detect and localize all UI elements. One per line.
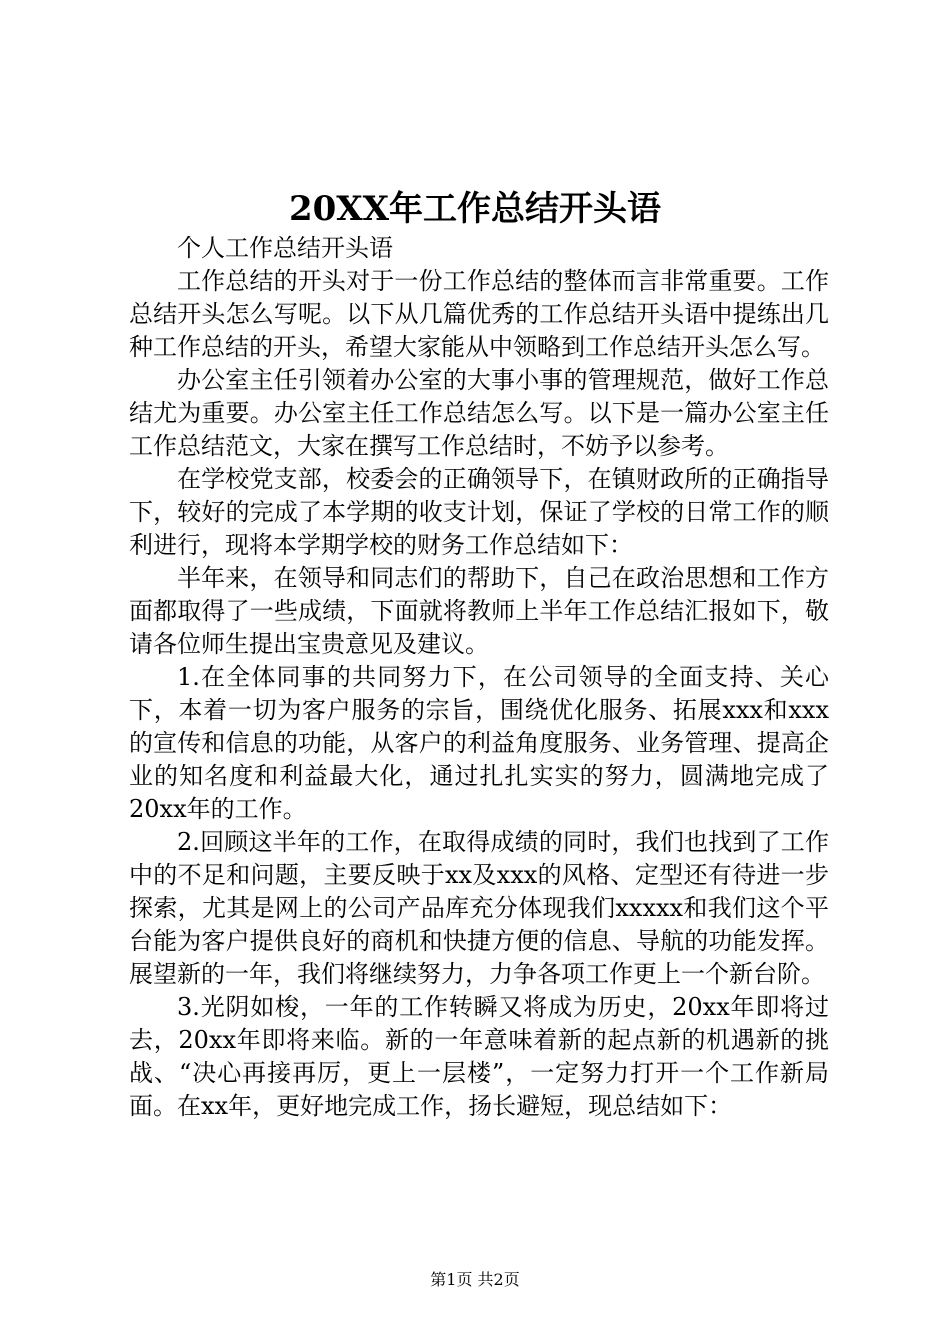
paragraph: 半年来，在领导和同志们的帮助下，自己在政治思想和工作方面都取得了一些成绩，下面就将教师上半年工作总结汇报如下，敬请各位师生提出宝贵意见及建议。 (129, 564, 829, 658)
paragraph: 3.光阴如梭，一年的工作转瞬又将成为历史，20xx年即将过去，20xx年即将来临。新的一年意味着新的起点新的机遇新的挑战、“决心再接再厉，更上一层楼”，一定努力打开一个工作新局面。在xx年，更好地完成工作，扬长避短，现总结如下： (129, 993, 829, 1120)
page-number-footer: 第1页 共2页 (430, 1270, 520, 1289)
paragraph: 2.回顾这半年的工作，在取得成绩的同时，我们也找到了工作中的不足和问题，主要反映于xx及xxx的风格、定型还有待进一步探索，尤其是网上的公司产品库充分体现我们xxxxx和我们这个平台能为客户提供良好的商机和快捷方便的信息、导航的功能发挥。展望新的一年，我们将继续努力，力争各项工作更上一个新台阶。 (129, 828, 829, 988)
document-body (129, 232, 829, 1123)
paragraph: 1.在全体同事的共同努力下，在公司领导的全面支持、关心下，本着一切为客户服务的宗旨，围绕优化服务、拓展xxx和xxx的宣传和信息的功能，从客户的利益角度服务、业务管理、提高企业的知名度和利益最大化，通过扎扎实实的努力，圆满地完成了20xx年的工作。 (129, 663, 829, 823)
paragraph: 在学校党支部，校委会的正确领导下，在镇财政所的正确指导下，较好的完成了本学期的收支计划，保证了学校的日常工作的顺利进行，现将本学期学校的财务工作总结如下： (129, 465, 829, 559)
document-title: 20XX年工作总结开头语 (288, 189, 662, 229)
paragraph: 工作总结的开头对于一份工作总结的整体而言非常重要。工作总结开头怎么写呢。以下从几篇优秀的工作总结开头语中提练出几种工作总结的开头，希望大家能从中领略到工作总结开头怎么写。 (129, 267, 829, 361)
paragraph-subtitle: 个人工作总结开头语 (177, 234, 393, 262)
paragraph: 办公室主任引领着办公室的大事小事的管理规范，做好工作总结尤为重要。办公室主任工作总结怎么写。以下是一篇办公室主任工作总结范文，大家在撰写工作总结时，不妨予以参考。 (129, 366, 829, 460)
